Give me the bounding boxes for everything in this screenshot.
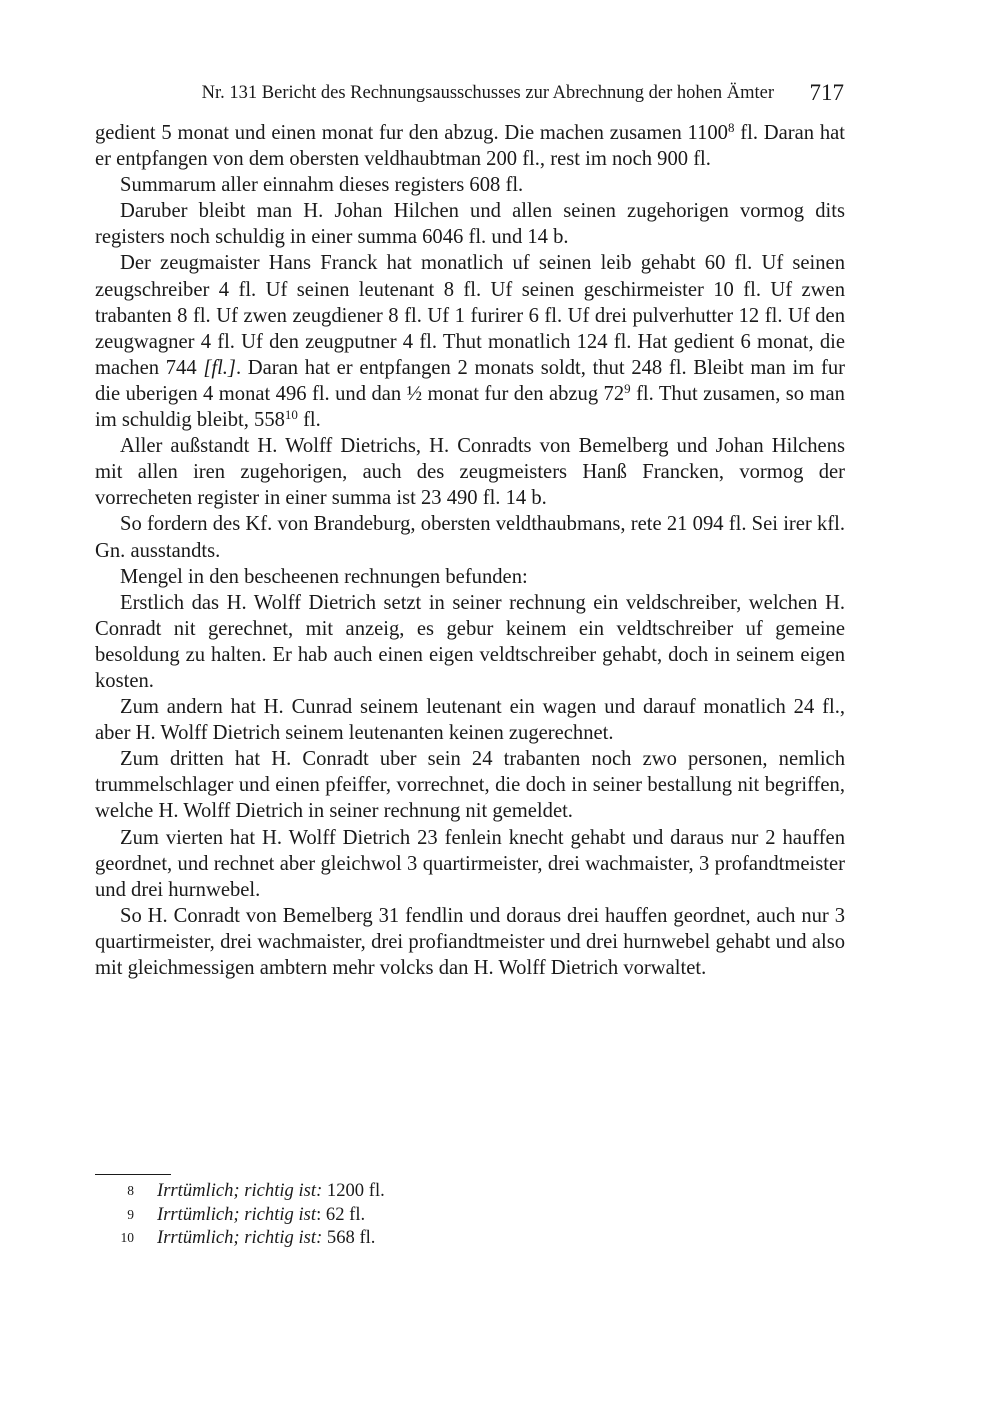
footnote: [95, 1203, 845, 1227]
footnote: [95, 1226, 845, 1250]
paragraph: [95, 250, 845, 433]
paragraph: [95, 120, 845, 172]
footnote-label: Irrtümlich; richtig ist: [157, 1203, 317, 1225]
footnote-number: 9: [127, 1206, 134, 1222]
paragraph: Zum dritten hat H. Conradt uber sein 24 trabanten noch zwo personen, nemlich trummelschlager und einen pfeiffer, vorrechnet, die doch in seiner bestallung nit begriffen, welche H. Wolff Dietrich in seiner rechnung nit gemeldet.: [95, 748, 845, 823]
text-run: . Daran hat er entpfangen 2 monats soldt, thut 248 fl. Bleibt man im fur die uberigen 4 monat 496 fl. und dan ½ monat fur den abzug 72: [95, 356, 845, 405]
paragraph: Zum andern hat H. Cunrad seinem leutenant ein wagen und darauf monatlich 24 fl., aber H. Wolff Dietrich seinem leutenanten keinen zugerechnet.: [95, 696, 845, 745]
footnote-label: Irrtümlich; richtig ist:: [157, 1180, 323, 1201]
footnote-ref[interactable]: 9: [624, 380, 631, 396]
footnote-text: 568 fl.: [322, 1227, 376, 1248]
paragraph: Daruber bleibt man H. Johan Hilchen und allen seinen zugehorigen vormog dits registers noch schuldig in einer summa 6046 fl. und 14 b.: [95, 200, 845, 249]
running-head: [95, 80, 844, 108]
footnotes: [95, 1179, 845, 1250]
footnote-number: 10: [120, 1230, 134, 1245]
footnote-text: : 62 fl.: [316, 1203, 366, 1225]
footnote-number: 8: [127, 1183, 134, 1198]
footnote-label: Irrtümlich; richtig ist:: [157, 1227, 323, 1248]
paragraph: Zum vierten hat H. Wolff Dietrich 23 fenlein knecht gehabt und daraus nur 2 hauffen geordnet, und rechnet aber gleichwol 3 quartirmeister, drei wachmaister, 3 profandtmeister und drei hurnwebel.: [95, 826, 845, 901]
paragraph: So H. Conradt von Bemelberg 31 fendlin und doraus drei hauffen geordnet, auch nur 3 quartirmeister, drei wachmaister, drei profiandtmeister und drei hurnwebel gehabt und also mit gleichmessigen ambtern mehr volcks dan H. Wolff Dietrich vorwaltet.: [95, 904, 845, 979]
footnote: [95, 1179, 845, 1203]
footnote-text: 1200 fl.: [322, 1180, 385, 1201]
running-head-title: Nr. 131 Bericht des Rechnungsausschusses zur Abrechnung der hohen Ämter: [201, 83, 774, 103]
page-number: 717: [809, 80, 844, 105]
paragraph: So fordern des Kf. von Brandeburg, obersten veldthaubmans, rete 21 094 fl. Sei irer kfl. Gn. ausstandts.: [95, 513, 845, 562]
paragraph: Summarum aller einnahm dieses registers 608 fl.: [120, 174, 524, 197]
paragraph: Erstlich das H. Wolff Dietrich setzt in seiner rechnung ein veldschreiber, welchen H. Conradt nit gerechnet, mit anzeig, es gebur keinem ein veldtschreiber uf gemeine besoldung zu halten. Er hab auch einen eigen veldtschreiber gehabt, doch in seinem eigen kosten.: [95, 591, 845, 692]
editorial-insertion: [fl.]: [203, 356, 236, 379]
footnote-divider: [95, 1174, 171, 1175]
footnote-ref[interactable]: 10: [284, 407, 298, 423]
text-run: fl. Thut zusamen, so man im schuldig bleibt, 558: [95, 382, 845, 432]
text-run: Der zeugmaister Hans Franck hat monatlich uf seinen leib gehabt 60 fl. Uf seinen zeugschreiber 4 fl. Uf seinen leutenant 8 fl. Uf seinen geschirmeister 10 fl. Uf zwen trabanten 8 fl. Uf zwen zeugdiener 8 fl. Uf 1 furirer 6 fl. Uf drei pulverhutter 12 fl. Uf den zeugwagner 4 fl. Uf den zeugputner 4 fl. Thut monatlich 124 fl. Hat gedient 6 monat, die machen 744: [95, 252, 845, 379]
text-run: fl.: [297, 409, 321, 432]
footnote-ref[interactable]: 8: [727, 120, 735, 135]
paragraph: Aller außstandt H. Wolff Dietrichs, H. Conradts von Bemelberg und Johan Hilchens mit allen iren zugehorigen, auch des zeugmeisters Hanß Francken, vormog der vorrecheten register in einer summa ist 23 490 fl. 14 b.: [95, 435, 845, 510]
paragraph: Mengel in den bescheenen rechnungen befunden:: [120, 565, 528, 588]
text-run: gedient 5 monat und einen monat fur den abzug. Die machen zusamen 1100: [95, 122, 728, 144]
text-run: fl. Daran hat er entpfangen von dem obersten veldhaubtman 200 fl., rest im noch 900 fl.: [95, 122, 846, 171]
main-text: [95, 120, 845, 981]
